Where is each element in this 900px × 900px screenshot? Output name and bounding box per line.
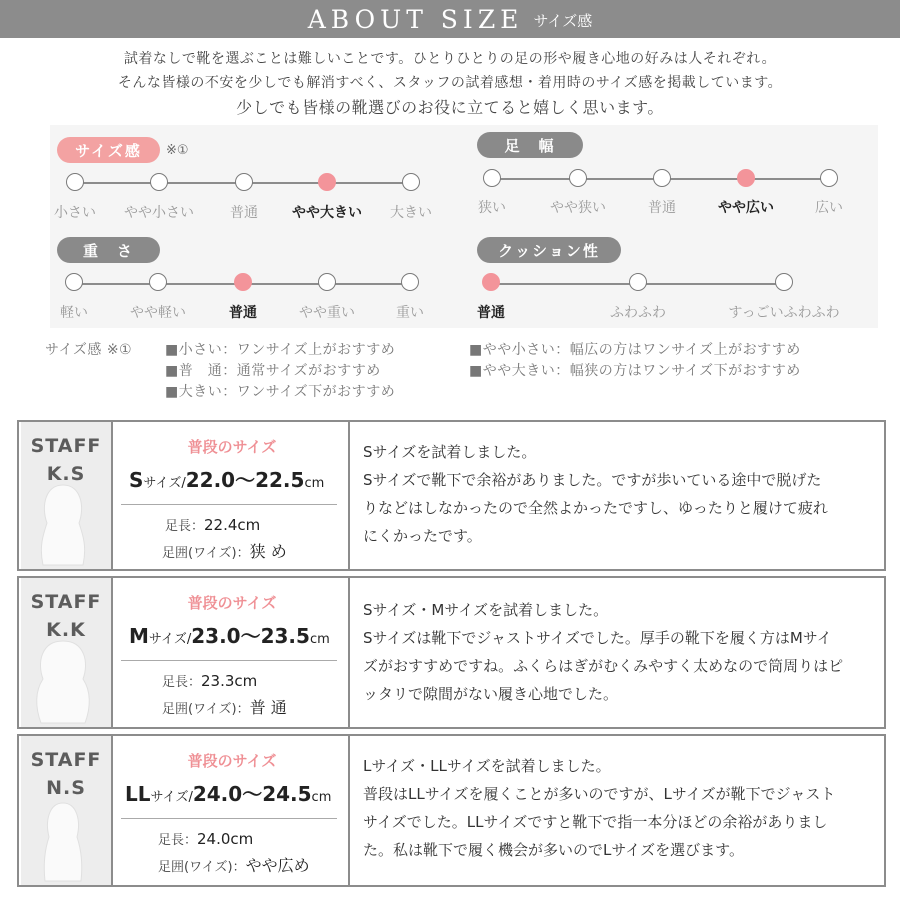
staff-card-left — [21, 736, 111, 885]
page-title — [0, 0, 900, 38]
size-unit: cm — [304, 476, 325, 491]
measure-separator — [121, 818, 337, 819]
legend-head: サイズ感 ※① — [45, 342, 133, 358]
staff-initials: K.K — [46, 619, 86, 641]
weight-label-2: やや軽い — [130, 305, 186, 321]
foot-width-label: 足囲(ワイズ)： — [158, 860, 246, 875]
size-feel-pill: サイズ感 — [57, 137, 160, 163]
usual-size-value — [129, 464, 324, 493]
size-label-2: やや小さい — [124, 205, 194, 221]
width-dot-3 — [653, 169, 671, 187]
width-dot-2 — [569, 169, 587, 187]
size-feel-note: ※① — [166, 143, 189, 158]
comment-line: にくかったです。 — [363, 527, 482, 545]
cushion-label-3: すっごいふわふわ — [728, 305, 840, 321]
staff-card — [17, 734, 886, 887]
weight-label-4: やや重い — [299, 305, 355, 321]
intro-line-1: 試着なしで靴を選ぶことは難しいことです。ひとりひとりの足の形や履き心地の好みは人それぞれ。 — [123, 51, 777, 67]
comment-line: 普段はLLサイズを履くことが多いのですが、Lサイズが靴下でジャスト — [363, 785, 836, 803]
comment-line: Lサイズ・LLサイズを試着しました。 — [363, 757, 611, 775]
cushion-pill: クッション性 — [477, 237, 621, 263]
card-divider-left — [111, 578, 113, 727]
size-letter: LL — [125, 782, 151, 806]
foot-width-pill: 足 幅 — [477, 132, 583, 158]
foot-length-label: 足長： — [158, 833, 198, 848]
width-label-1: 狭い — [478, 200, 506, 216]
width-label-5: 広い — [815, 200, 843, 216]
intro-line-2: そんな皆様の不安を少しでも解消すべく、スタッフの試着感想・着用時のサイズ感を掲載しています。 — [117, 75, 783, 91]
usual-size-label: 普段のサイズ — [187, 594, 277, 612]
cushion-dot-3 — [775, 273, 793, 291]
comment-line: ズがおすすめですね。ふくらはぎがむくみやすく太めなので筒周りはピ — [363, 657, 844, 675]
foot-width-value: 狭 め — [249, 542, 287, 561]
width-label-3: 普通 — [648, 200, 676, 216]
intro-line-3: 少しでも皆様の靴選びのお役に立てると嬉しく思います。 — [236, 98, 664, 117]
weight-dot-1 — [65, 273, 83, 291]
foot-length-value: 24.0cm — [197, 830, 254, 848]
legend-left-3: ■大きい：ワンサイズ下がおすすめ — [165, 384, 396, 400]
foot-width — [158, 853, 310, 876]
legend-right-2: ■やや大きい：幅狭の方はワンサイズ下がおすすめ — [469, 363, 801, 379]
weight-dot-3 — [234, 273, 252, 291]
width-dot-5 — [820, 169, 838, 187]
staff-card-left — [21, 578, 111, 727]
staff-card — [17, 420, 886, 571]
foot-length-label: 足長： — [165, 519, 205, 534]
weight-label-3: 普通 — [229, 305, 257, 321]
size-word: サイズ/ — [150, 790, 193, 805]
staff-card-left — [21, 422, 111, 569]
staff-word: STAFF — [30, 749, 102, 771]
size-label-3: 普通 — [230, 205, 258, 221]
width-dot-1 — [483, 169, 501, 187]
usual-size-label: 普段のサイズ — [187, 752, 277, 770]
size-dot-2 — [150, 173, 168, 191]
width-dot-4 — [737, 169, 755, 187]
comment-line: サイズでした。LLサイズですと靴下で指一本分ほどの余裕がありまし — [363, 813, 828, 831]
title-jp: サイズ感 — [533, 11, 593, 30]
measure-separator — [121, 660, 337, 661]
weight-label-1: 軽い — [60, 305, 88, 321]
staff-initials: N.S — [46, 777, 86, 799]
foot-width-label: 足囲(ワイズ)： — [162, 702, 250, 717]
staff-comment — [363, 438, 881, 550]
cushion-label-2: ふわふわ — [610, 305, 666, 321]
foot-width — [162, 539, 287, 562]
usual-size-value — [129, 620, 330, 649]
comment-line: Sサイズ・Mサイズを試着しました。 — [363, 601, 609, 619]
comment-line: Sサイズを試着しました。 — [363, 443, 537, 461]
staff-silhouette-icon — [33, 793, 93, 883]
cushion-dot-2 — [629, 273, 647, 291]
legend-right-1: ■やや小さい：幅広の方はワンサイズ上がおすすめ — [469, 342, 801, 358]
comment-line: Sサイズで靴下で余裕がありました。ですが歩いている途中で脱げた — [363, 471, 822, 489]
width-label-2: やや狭い — [550, 200, 606, 216]
staff-initials: K.S — [46, 463, 86, 485]
staff-word: STAFF — [30, 591, 102, 613]
foot-length-value: 23.3cm — [201, 672, 258, 690]
staff-card — [17, 576, 886, 729]
card-divider-mid — [348, 578, 350, 727]
foot-length — [162, 671, 257, 690]
size-unit: cm — [311, 790, 332, 805]
size-dot-4 — [318, 173, 336, 191]
cushion-dot-1 — [482, 273, 500, 291]
weight-dot-4 — [318, 273, 336, 291]
staff-silhouette-icon — [33, 477, 93, 567]
comment-line: Sサイズは靴下でジャストサイズでした。厚手の靴下を履く方はMサイ — [363, 629, 832, 647]
weight-pill: 重 さ — [57, 237, 160, 263]
size-letter: M — [129, 624, 149, 648]
foot-width — [162, 695, 287, 718]
weight-label-5: 重い — [396, 305, 424, 321]
size-dot-1 — [66, 173, 84, 191]
card-divider-mid — [348, 422, 350, 569]
card-divider-left — [111, 736, 113, 885]
foot-length-label: 足長： — [162, 675, 202, 690]
size-label-5: 大きい — [390, 205, 432, 221]
size-range: 24.0〜24.5 — [192, 782, 312, 806]
foot-length-value: 22.4cm — [204, 516, 261, 534]
size-word: サイズ/ — [148, 632, 192, 647]
title-en: ABOUT SIZE — [307, 4, 524, 34]
cushion-label-1: 普通 — [477, 305, 505, 321]
weight-dot-2 — [149, 273, 167, 291]
size-label-1: 小さい — [54, 205, 96, 221]
legend-left-2: ■普 通：通常サイズがおすすめ — [165, 363, 381, 379]
staff-silhouette-icon — [33, 635, 93, 725]
measure-separator — [121, 504, 337, 505]
staff-comment — [363, 752, 881, 864]
foot-width-value: やや広め — [245, 856, 310, 875]
legend-left-1: ■小さい：ワンサイズ上がおすすめ — [165, 342, 396, 358]
comment-line: た。私は靴下で履く機会が多いのでLサイズを選びます。 — [363, 841, 744, 859]
size-label-4: やや大きい — [292, 205, 362, 221]
foot-length — [158, 829, 253, 848]
weight-dot-5 — [401, 273, 419, 291]
foot-width-value: 普 通 — [249, 698, 287, 717]
usual-size-label: 普段のサイズ — [187, 438, 277, 456]
size-range: 22.0〜22.5 — [185, 468, 305, 492]
usual-size-value — [125, 778, 331, 807]
card-divider-left — [111, 422, 113, 569]
size-dot-5 — [402, 173, 420, 191]
staff-word: STAFF — [30, 435, 102, 457]
size-word: サイズ/ — [143, 476, 186, 491]
size-letter: S — [129, 468, 144, 492]
staff-comment — [363, 596, 881, 708]
comment-line: りなどはしなかったので全然よかったですし、ゆったりと履けて疲れ — [363, 499, 828, 517]
comment-line: ッタリで隙間がない履き心地でした。 — [363, 685, 619, 703]
size-unit: cm — [309, 632, 330, 647]
size-range: 23.0〜23.5 — [191, 624, 310, 648]
card-divider-mid — [348, 736, 350, 885]
size-dot-3 — [235, 173, 253, 191]
width-label-4: やや広い — [718, 200, 774, 216]
foot-width-label: 足囲(ワイズ)： — [162, 546, 250, 561]
foot-length — [165, 515, 260, 534]
